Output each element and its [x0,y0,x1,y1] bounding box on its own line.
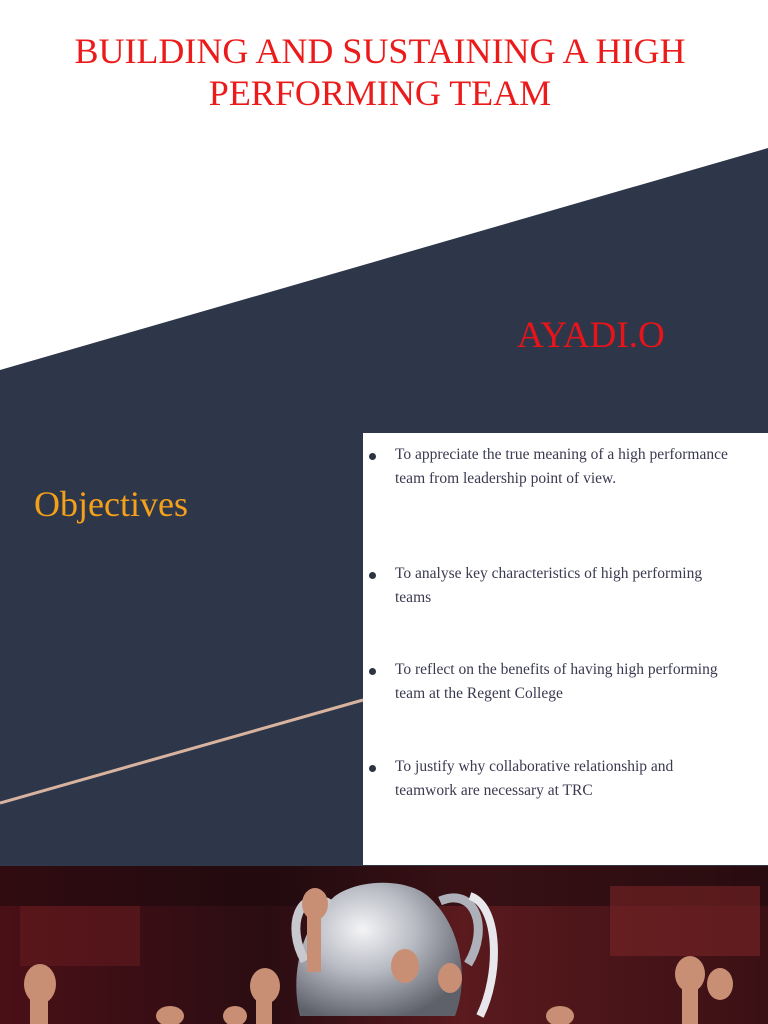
objective-text: To appreciate the true meaning of a high performance team from leadership point of view. [395,446,728,487]
trophy-celebration-photo [0,866,768,1024]
slide-title: BUILDING AND SUSTAINING A HIGH PERFORMING TEAM [74,31,686,113]
objectives-heading: Objectives [34,484,188,524]
objective-text: To analyse key characteristics of high performing teams [395,565,703,606]
objectives-panel [363,433,768,865]
objective-text: To reflect on the benefits of having high performing team at the Regent College [395,661,718,702]
author-name: AYADI.O [517,315,665,356]
objective-item-2 [395,562,735,610]
objective-item-3 [395,658,735,706]
bullet-icon [369,765,376,772]
objective-item-1 [395,443,735,491]
bullet-icon [369,572,376,579]
objective-item-4 [395,755,735,803]
bullet-icon [369,453,376,460]
objective-text: To justify why collaborative relationship and teamwork are necessary at TRC [395,758,674,799]
bullet-icon [369,668,376,675]
